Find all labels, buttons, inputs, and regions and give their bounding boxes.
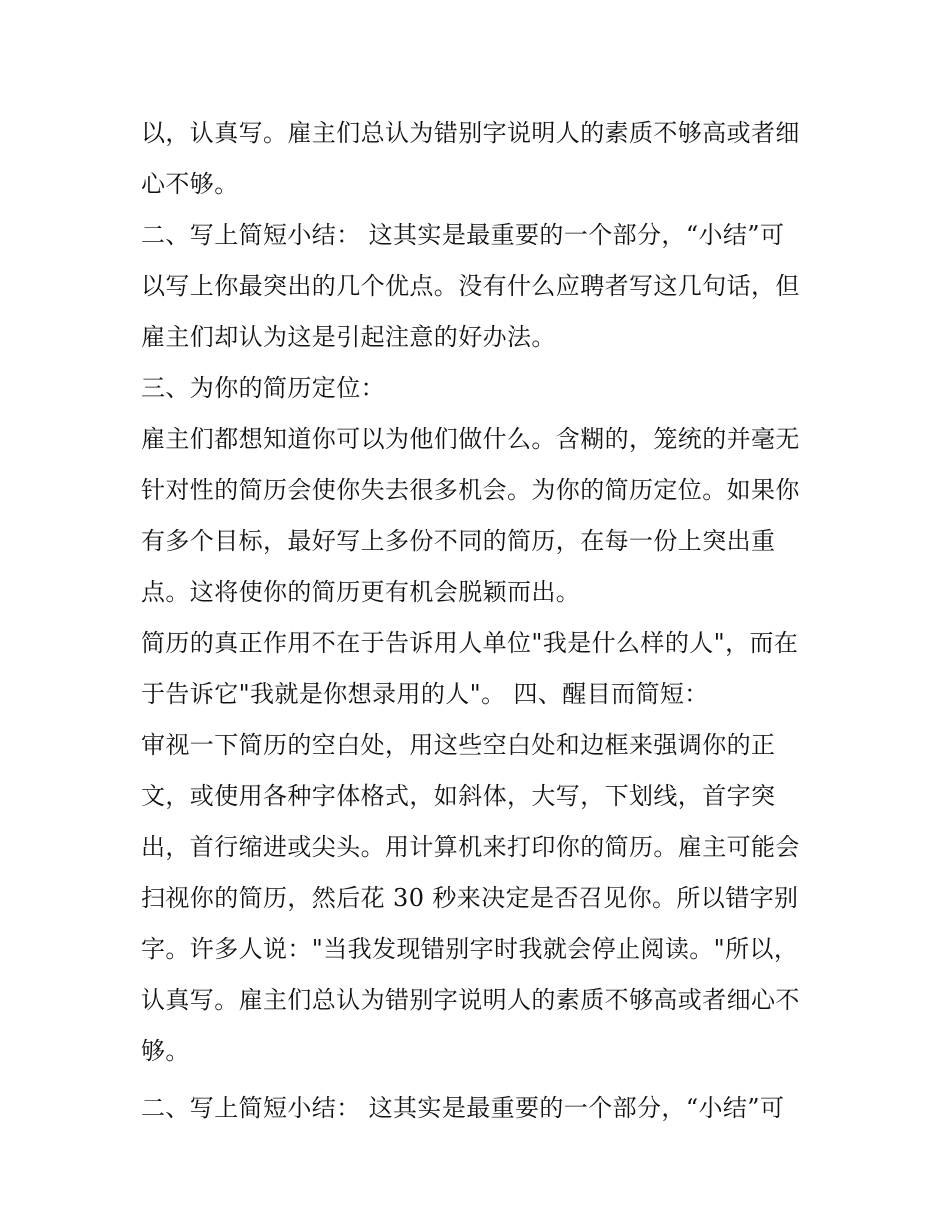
text-line: 于告诉它"我就是你想录用的人"。 四、醒目而简短： — [141, 680, 709, 708]
text-line: 三、为你的简历定位： — [141, 374, 385, 402]
text-line: 二、写上简短小结： 这其实是最重要的一个部分，“小结”可 — [141, 221, 785, 249]
text-line: 以，认真写。雇主们总认为错别字说明人的素质不够高或者细 — [141, 119, 800, 147]
text-line: 认真写。雇主们总认为错别字说明人的素质不够高或者细心不 — [141, 986, 800, 1014]
text-line: 字。许多人说："当我发现错别字时我就会停止阅读。"所以， — [141, 935, 799, 963]
text-line: 扫视你的简历，然后花 30 秒来决定是否召见你。所以错字别 — [141, 884, 799, 912]
text-line: 雇主们都想知道你可以为他们做什么。含糊的，笼统的并毫无 — [141, 425, 800, 453]
text-line: 文，或使用各种字体格式，如斜体，大写，下划线，首字突 — [141, 782, 776, 810]
text-line: 心不够。 — [141, 170, 239, 198]
text-line: 审视一下简历的空白处，用这些空白处和边框来强调你的正 — [141, 731, 776, 759]
text-line: 有多个目标，最好写上多份不同的简历，在每一份上突出重 — [141, 527, 776, 555]
document-body — [141, 108, 821, 1134]
text-line: 二、写上简短小结： 这其实是最重要的一个部分，“小结”可 — [141, 1094, 785, 1122]
text-line: 点。这将使你的简历更有机会脱颖而出。 — [141, 578, 581, 606]
text-line: 够。 — [141, 1037, 190, 1065]
text-line: 简历的真正作用不在于告诉用人单位"我是什么样的人"，而在 — [141, 629, 799, 657]
text-line: 出，首行缩进或尖头。用计算机来打印你的简历。雇主可能会 — [141, 833, 800, 861]
text-line: 以写上你最突出的几个优点。没有什么应聘者写这几句话，但 — [141, 272, 800, 300]
text-line: 针对性的简历会使你失去很多机会。为你的简历定位。如果你 — [141, 476, 800, 504]
text-line: 雇主们却认为这是引起注意的好办法。 — [141, 323, 556, 351]
